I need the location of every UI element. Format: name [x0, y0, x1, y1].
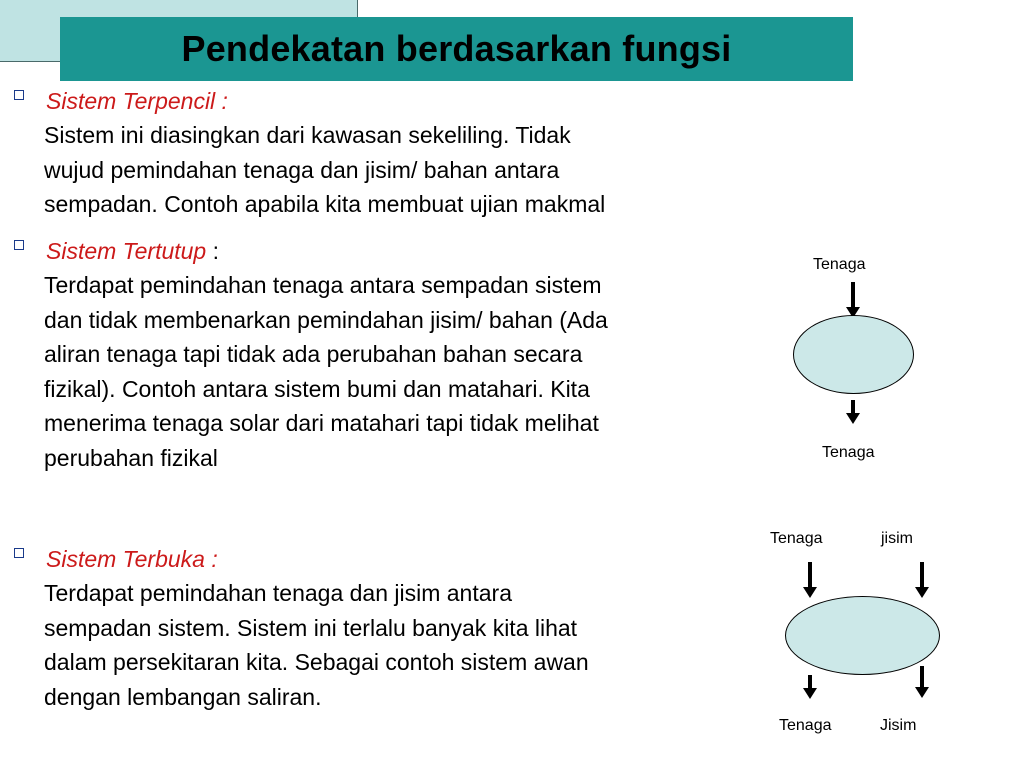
section-isolated-system: [14, 84, 754, 222]
body-line: Terdapat pemindahan tenaga antara sempadan sistem: [44, 272, 602, 298]
down-arrow-icon: [920, 666, 924, 688]
body-line: menerima tenaga solar dari matahari tapi tidak melihat: [44, 410, 599, 436]
section-body: [44, 268, 754, 475]
checkbox-bullet-icon: [14, 548, 24, 558]
section-term: Sistem Tertutup: [46, 238, 207, 264]
section-colon: :: [206, 238, 220, 264]
section-body: [44, 118, 754, 222]
body-line: Sistem ini diasingkan dari kawasan sekeliling. Tidak: [44, 122, 571, 148]
section-open-system: [14, 542, 754, 714]
section-body: [44, 576, 754, 714]
body-line: dan tidak membenarkan pemindahan jisim/ bahan (Ada: [44, 306, 608, 333]
body-line: sempadan sistem. Sistem ini terlalu banyak kita lihat: [44, 614, 578, 641]
down-arrow-icon: [851, 400, 855, 414]
body-line: dengan lembangan saliran.: [44, 683, 322, 710]
body-line: dalam persekitaran kita. Sebagai contoh sistem awan: [44, 649, 589, 675]
down-arrow-icon: [920, 562, 924, 588]
body-line: perubahan fizikal: [44, 444, 218, 471]
body-line: fizikal). Contoh antara sistem bumi dan matahari. Kita: [44, 375, 590, 402]
closed-output-label: Tenaga: [822, 444, 875, 461]
title-bar: [60, 17, 853, 81]
section-heading: [46, 84, 754, 118]
system-ellipse: [785, 596, 940, 675]
closed-input-label: Tenaga: [813, 256, 866, 273]
section-term: Sistem Terbuka :: [46, 546, 218, 572]
body-line: Terdapat pemindahan tenaga dan jisim antara: [44, 580, 512, 606]
section-term: Sistem Terpencil :: [46, 88, 228, 114]
open-input-mass-label: jisim: [881, 530, 913, 547]
open-output-energy-label: Tenaga: [779, 717, 832, 734]
down-arrow-icon: [808, 562, 812, 588]
body-line: sempadan. Contoh apabila kita membuat ujian makmal: [44, 191, 606, 217]
section-heading: [46, 234, 754, 268]
open-output-mass-label: Jisim: [880, 717, 917, 734]
checkbox-bullet-icon: [14, 240, 24, 250]
checkbox-bullet-icon: [14, 90, 24, 100]
system-ellipse: [793, 315, 914, 394]
section-heading: [46, 542, 754, 576]
down-arrow-icon: [808, 675, 812, 689]
down-arrow-icon: [851, 282, 855, 308]
body-line: aliran tenaga tapi tidak ada perubahan bahan secara: [44, 341, 583, 367]
section-closed-system: [14, 234, 754, 475]
open-input-energy-label: Tenaga: [770, 530, 823, 547]
body-line: wujud pemindahan tenaga dan jisim/ bahan antara: [44, 156, 560, 183]
page-title: Pendekatan berdasarkan fungsi: [181, 28, 732, 69]
